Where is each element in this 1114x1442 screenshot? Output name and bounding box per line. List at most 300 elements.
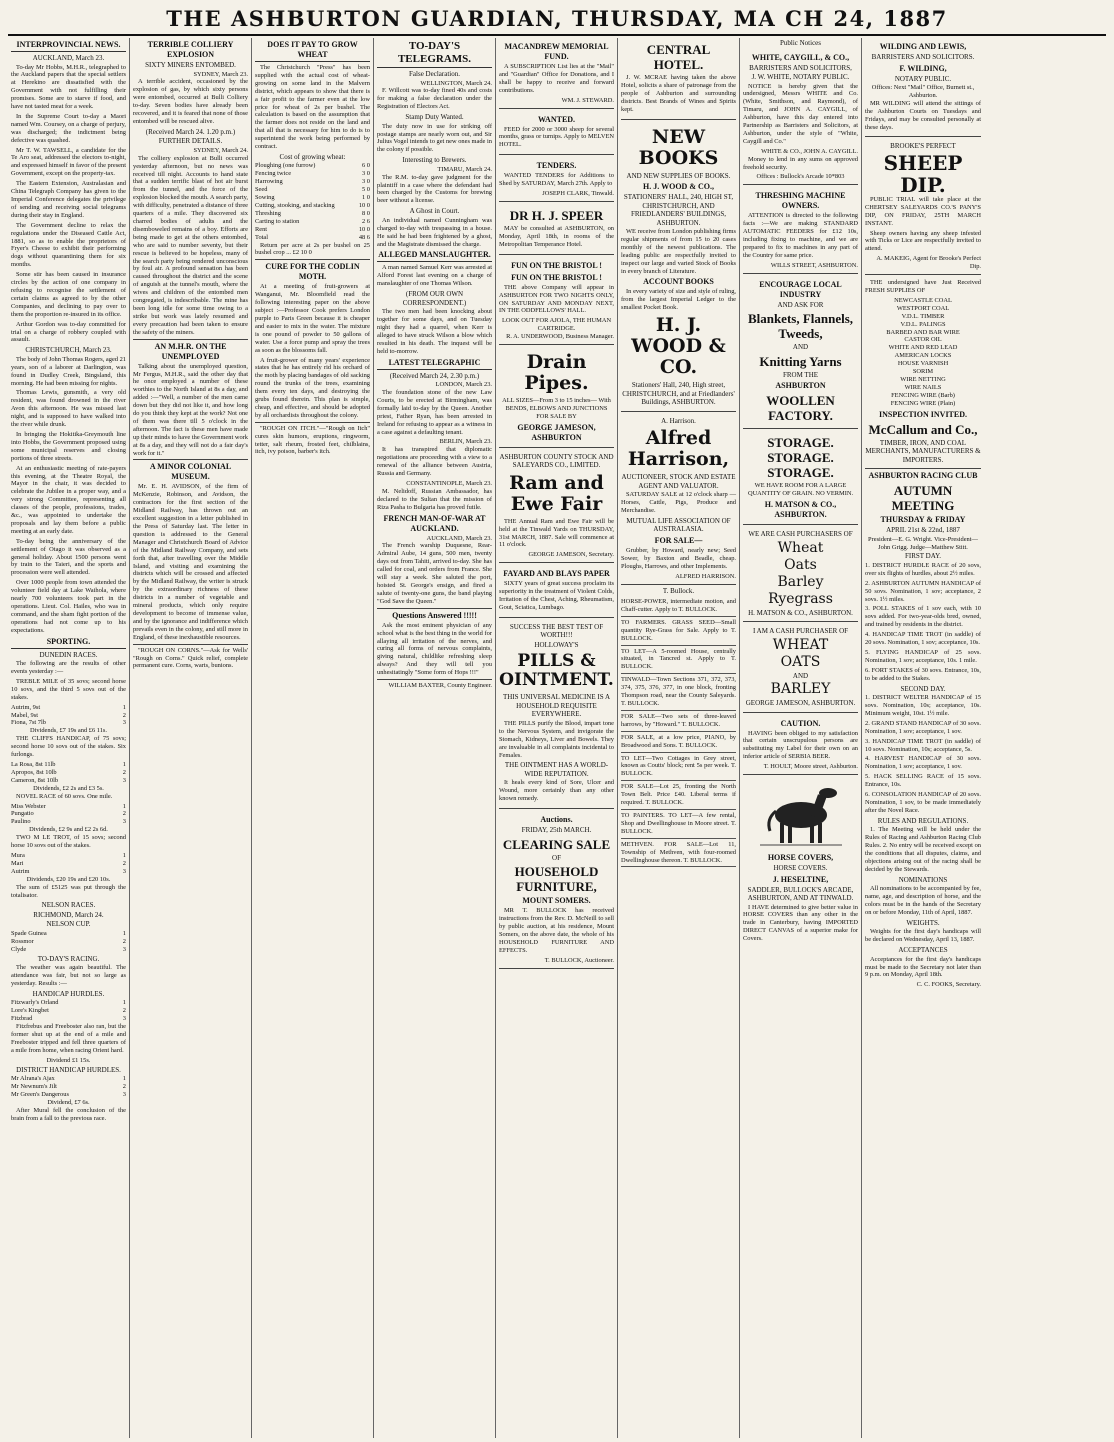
- section-heading: Questions Answered !!!!!: [392, 610, 477, 620]
- ad-text: MAY be consulted at ASHBURTON, on Monday, April 18th, in rooms of the Metropolitan Temperance Hotel.: [499, 224, 614, 248]
- horse-illustration-icon: [756, 779, 846, 849]
- race: [11, 834, 126, 883]
- divider: [255, 259, 370, 260]
- ad-subtitle: HOLLOWAY'S: [534, 640, 579, 649]
- result-place: 2: [122, 1007, 126, 1015]
- result-place: 5 0: [362, 186, 370, 194]
- grain-ryegrass: Ryegrass: [768, 590, 833, 607]
- advertisement: [499, 620, 614, 809]
- race-results: [11, 999, 126, 1023]
- divider: [377, 608, 492, 609]
- subheading: Stamp Duty Wanted.: [405, 113, 464, 122]
- ad-subtitle: THIS UNIVERSAL MEDICINE IS A HOUSEHOLD REQUISITE EVERYWHERE.: [502, 693, 611, 719]
- section-heading: DOES IT PAY TO GROW WHEAT: [255, 40, 370, 62]
- paragraph: To-day being the anniversary of the settlement of Otago it was observed as a general holiday. About 1500 persons went by train to the Taieri, and the sports and procession were well attended.: [11, 537, 126, 577]
- ad-title: AUTUMN MEETING: [891, 483, 955, 514]
- result-name: Carting to station: [255, 217, 300, 225]
- result-row: [11, 1007, 126, 1015]
- ad-subtitle: AND: [792, 343, 809, 352]
- subheading: NELSON CUP.: [46, 920, 91, 929]
- article-body: [133, 155, 248, 337]
- race-event: 6. CONSOLATION HANDICAP of 20 sovs. Nomination, 1 sov, to be made immediately after the Novel Race.: [865, 791, 981, 814]
- ad-subtitle: J. W. WHITE, NOTARY PUBLIC.: [751, 73, 850, 81]
- ad-title: ASHBURTON: [775, 381, 826, 391]
- grain-oats: OATS: [780, 653, 821, 670]
- advertisement: [865, 277, 981, 469]
- ad-subtitle: ASHBURTON COUNTY STOCK AND SALEYARDS CO., LIMITED.: [499, 452, 614, 470]
- result-place: 3: [122, 818, 126, 826]
- result-place: 3: [122, 945, 126, 953]
- event-list: [865, 562, 981, 683]
- ad-text: J. W. MCRAE having taken the above Hotel, solicits a share of patronage from the people of Ashburton and surrounding districts. Best Brands of Wines and Spirits kept.: [621, 74, 736, 113]
- article-body: [133, 483, 248, 641]
- paragraph: The Government decline to relax the regulations under the Diseased Cattle Act, 1881, so as to enable the proprietors of Fryer's Cheese to exhibit their performing dogs without quarantining them for six months.: [11, 221, 126, 269]
- divider: [255, 422, 370, 423]
- ad-text: WE receive from London publishing firms regular shipments of from 15 to 20 cases monthly of the newest publications. The leading public are respectfully invited to inspect our large and varied Stock of Books in every branch of Literature.: [621, 228, 736, 275]
- race-results: [11, 803, 126, 827]
- paragraph: An individual named Cunningham was charged to-day with trespassing in a house. He said he had been frightened by a ghost, and the Magistrate dismissed the charge.: [377, 216, 492, 248]
- result-row: [255, 186, 370, 194]
- advertisement: [865, 139, 981, 275]
- advertisement: [499, 565, 614, 618]
- divider: [133, 644, 248, 645]
- subheading: (FROM OUR OWN CORRESPONDENT.): [402, 290, 467, 307]
- ad-title: McCallum and Co.,: [868, 421, 978, 437]
- race-results: [11, 930, 126, 954]
- ad-title: DR H. J. SPEER: [509, 207, 604, 223]
- paragraph: The foundation stone of the new Law Courts, to be erected at Birmingham, was formally laid to-day by the Queen. Another priest, Father Ryan, has been arrested in Ireland for refusing to appear as a witness in a case against a defaulting tenant.: [377, 388, 492, 436]
- supply-item: V.D.L. PALINGS: [900, 320, 946, 328]
- ad-text: MR WILDING will attend the sittings of the Ashburton Courts on Tuesdays and Fridays, and may be consulted personally at these days.: [865, 99, 981, 131]
- result-place: 1 0: [362, 194, 370, 202]
- ad-title: THURSDAY & FRIDAY: [880, 515, 966, 525]
- ad-title: CENTRAL HOTEL.: [646, 42, 711, 72]
- ad-signature: WM. J. STEWARD.: [561, 96, 614, 104]
- ad-title: Auctions.: [540, 815, 573, 825]
- ad-subtitle: APRIL 21st & 22nd, 1887: [886, 526, 960, 535]
- dateline: SYDNEY, March 24.: [193, 146, 248, 154]
- paragraph: The body of John Thomas Rogers, aged 21 years, son of a laborer at Darlington, was found in Dudley Creek, Bingsland, this morning. He had been missing for nights.: [11, 355, 126, 387]
- ad-title: Ram and Ewe Fair: [509, 471, 604, 515]
- paragraph: A terrible accident, occasioned by the explosion of gas, by which sixty persons were entombed, occurred at Bulli Colliery to-day. Seven bodies have already been recovered, and it is feared that none of those entombed will be rescued alive.: [133, 78, 248, 125]
- section-heading: A MINOR COLONIAL MUSEUM.: [149, 462, 232, 482]
- ad-text: PUBLIC TRIAL will take place at the CHERTSEY SALEYARDS CO.'S PANY'S DIP, ON FRIDAY, 25TH MARCH INSTANT.: [865, 195, 981, 227]
- ad-subtitle: OF: [552, 853, 561, 862]
- result-name: Mari: [11, 859, 24, 867]
- race-name: TWO M LE TROT, of 15 sovs; second horse 10 sovs out of the stakes.: [11, 834, 126, 850]
- paragraph: 1. The Meeting will be held under the Rules of Racing and Ashburton Racing Club Rules. 2. No entry will be received except on the conditions that all disputes, claims, and objections arising out of the racing shall be decided by the Stewards.: [865, 826, 981, 873]
- race: [11, 793, 126, 835]
- paragraph: The following are the results of other events yesterday :—: [11, 660, 126, 676]
- result-row: [11, 761, 126, 769]
- result-name: Cameron, 8st 10lb: [11, 776, 59, 784]
- result-place: 2: [122, 768, 126, 776]
- subheading: WEIGHTS.: [906, 918, 940, 927]
- ad-subtitle: HORSE COVERS.: [773, 864, 828, 873]
- ad-text: THE PILLS purify the Blood, impart tone to the Nervous System, and invigorate the Stomach, Kidneys, Liver and Bowels. They are invaluable in all complaints incidental to Females.: [499, 719, 614, 759]
- result-place: 3 0: [362, 170, 370, 178]
- dividend: Dividends, £20 19s and £20 10s.: [26, 875, 111, 883]
- ad-subtitle: THE OINTMENT HAS A WORLD-WIDE REPUTATION.: [504, 761, 609, 778]
- ad-text: President—E. G. Wright. Vice-President—John Grigg. Judge—Matthew Stitt.: [868, 535, 978, 551]
- listing-item: TINWALD—Town Sections 371, 372, 373, 374, 375, 376, 377, in one block, fronting Thompson road, near the County Saleyards. T. BULLOCK.: [621, 674, 736, 711]
- paragraph: Talking about the unemployed question, Mr Fergus, M.H.R., said the other day that he once employed a number of these worthies to the North Island at 8s a day, and added :—"Well, a number of the men came down but they did not like it, and how long do you think they kept at the work? Not one of them was there till 5 o'clock in the afternoon. The fact is these men have made up their minds to have the Government work at 8s a day, and they will not do a fair day's work for it.": [133, 362, 248, 457]
- subheading: RULES AND REGULATIONS.: [877, 816, 969, 825]
- advertisement: [621, 38, 736, 120]
- result-name: Fencing twice: [255, 170, 292, 178]
- paragraph: The Christchurch "Press" has been supplied with the actual cost of wheat-growing on some land in the Malvern district, which appears to show that there is a fair profit to the farmer even at the low price for wheat of 2s per bushel. The calculation is based on the assumption that the farmer does not reside on the land and that all that is necessary for him to do is to superintend the work being performed by contract.: [255, 64, 370, 151]
- ad-text: Sheep owners having any sheep infested with Ticks or Lice are respectfully invited to attend.: [865, 229, 981, 253]
- result-row: [11, 777, 126, 785]
- column-2: [130, 38, 252, 1438]
- dateline: AUCKLAND, March 23.: [426, 534, 492, 542]
- race-event: 5. HACK SELLING RACE of 15 sovs. Entrance, 10s.: [865, 773, 981, 789]
- ad-subtitle: STATIONERS' HALL, 240, HIGH ST, CHRISTCHURCH, AND FRIEDLANDERS' BUILDINGS, ASHBURTON.: [623, 193, 734, 227]
- ad-subtitle: AND NEW SUPPLIES OF BOOKS.: [626, 171, 731, 180]
- advertisement: [743, 276, 858, 430]
- listing-item: FOR SALE—Lot 25, fronting the North Town Belt. Price £40. Liberal terms if required. T. BULLOCK.: [621, 781, 736, 810]
- ad-title: Knitting Yarns: [759, 353, 842, 369]
- ad-subtitle: MUTUAL LIFE ASSOCIATION OF AUSTRALASIA.: [626, 516, 731, 534]
- ad-subtitle: WE ARE CASH PURCHASERS OF: [748, 530, 853, 539]
- cost-table: [255, 162, 370, 233]
- supply-item: WIRE NETTING: [900, 375, 946, 383]
- article-body: [11, 356, 126, 635]
- result-name: Mura: [11, 851, 25, 859]
- subheading: FIRST DAY.: [904, 552, 942, 561]
- result-name: Paulino: [11, 818, 31, 826]
- paragraph: Some stir has been caused in insurance circles by the action of one company in refusing to recognise the settlement of certain claims as agreed to by the other Companies, and declining to pay over to them the proportion re-insured in its office.: [11, 271, 126, 318]
- result-place: 3: [122, 1090, 126, 1098]
- paragraph: Arthur Gordon was to-day committed for trial on a charge of robbery coupled with assault.: [11, 320, 126, 344]
- ad-title: THRESHING MACHINE OWNERS.: [755, 191, 846, 211]
- ad-text: Money to lend in any sums on approved freehold security.: [743, 155, 858, 171]
- supply-item: WIRE NAILS: [904, 383, 942, 391]
- dividend: Dividends, £2 9s and £2 2s 6d.: [29, 826, 108, 834]
- total-value: 48 6: [358, 233, 370, 241]
- subheading: TO-DAY'S RACING.: [37, 954, 100, 963]
- race-event: 1. DISTRICT WELTER HANDICAP of 15 sovs. Nomination, 10s; acceptance, 10s. Minimum weight, 10st. 1½ mile.: [865, 694, 981, 717]
- advertisement: [743, 431, 858, 525]
- subheading: NELSON RACES.: [41, 901, 96, 910]
- event-list: [865, 694, 981, 815]
- ad-text: ALL SIZES—From 3 to 15 inches— With BENDS, ELBOWS AND JUNCTIONS FOR SALE BY: [502, 397, 611, 420]
- columns: [8, 38, 1106, 1438]
- race-results: [11, 1075, 126, 1099]
- grain-wheat: WHEAT: [772, 636, 829, 653]
- masthead-title: THE ASHBURTON GUARDIAN, THURSDAY, MA CH 24, 1887: [166, 6, 948, 31]
- result-name: Mabel, 9st: [11, 711, 38, 719]
- signature: WILLIAM BAXTER, County Engineer.: [388, 682, 492, 690]
- result-row: [11, 938, 126, 946]
- result-row: [11, 1091, 126, 1099]
- paragraph: The two men had been knocking about together for some days, and on Tuesday night they had a quarrel, when Kerr is alleged to have struck Wilson a blow which resulted in his death. The inquest will be held to-morrow.: [377, 308, 492, 355]
- paragraph: The colliery explosion at Bulli occurred yesterday afternoon, but no news was received till night. Accounts to hand state that a sudden terrific blast of hot air burst from the tunnel, and the force of the explosion blocked the mouth. A search party, with difficulty, penetrated a distance of three quarters of a mile. They discovered six charred bodies of adults and the disemboweled remains of a boy. Efforts are being made to get at the others entombed, who are said to number seventy, but their rescue is believed to be hopeless, many of the search party being rendered unconscious by foul air. A profound sensation has been caused throughout the district and the scene of anguish at the tunnel's mouth, where the wives and children of the entombed men congregated, is indescribable. The mine has been long idle for some time owing to a strike but work was lately resumed and every precaution had been taken to ensure the safety of the miners.: [133, 154, 248, 336]
- dateline: SYDNEY, March 23.: [193, 70, 248, 78]
- ad-signature: C. C. FOOKS, Secretary.: [916, 981, 981, 989]
- result-row: [255, 202, 370, 210]
- race-event: 4. HARVEST HANDICAP of 30 sovs. Nomination, 1 sov; acceptance, 1 sov.: [865, 755, 981, 771]
- result-row: [11, 1075, 126, 1083]
- ad-signature: GEORGE JAMESON, ASHBURTON.: [745, 699, 856, 708]
- subheading: NOMINATIONS: [898, 875, 948, 884]
- race-event: 1. DISTRICT HURDLE RACE of 20 sovs, over six flights of hurdles, about 2½ miles.: [865, 561, 981, 577]
- ad-text: FEED for 2000 or 3000 sheep for several months, grass or turnips. Apply to MELVEN HOTEL.: [499, 125, 614, 149]
- total-label: Total: [255, 233, 269, 241]
- ad-text: THE undersigned have Just Received FRESH SUPPLIES OF: [865, 279, 981, 294]
- section-heading: SPORTING.: [11, 637, 126, 649]
- advertisement: [499, 811, 614, 968]
- article-body: [255, 283, 370, 419]
- dividend: Dividend £1 15s.: [46, 1056, 91, 1064]
- result-name: Clyde: [11, 945, 27, 953]
- paragraph: F. Willcott was to-day fined 40s and costs for making a false declaration under the Registration of Electors Act.: [377, 87, 492, 111]
- ad-signature: ALFRED HARRISON.: [675, 572, 736, 580]
- ad-text: Offices: Next "Mail" Office, Burnett st., Ashburton.: [871, 84, 975, 99]
- result-place: 10 0: [358, 225, 370, 233]
- subheading: A Ghost in Court.: [409, 207, 460, 216]
- race-results: [11, 704, 126, 728]
- ad-signature: H. MATSON & CO., ASHBURTON.: [764, 500, 837, 520]
- paragraph: In the Supreme Court to-day a Maori named Wm. Coursey, on a charge of perjury, was discharged; the indictment being defective was quashed.: [11, 112, 126, 144]
- paragraph: Mr T. W. TAWSELL, a candidate for the Te Aro seat, addressed the electors to-night, and expressed himself in favor of the present Government, except on the property-tax.: [11, 146, 126, 178]
- dateline: AUCKLAND, March 23.: [32, 54, 105, 62]
- grain-barley: Barley: [777, 573, 824, 590]
- result-name: Apropos, 8st 10lb: [11, 768, 57, 776]
- result-place: 2: [122, 1083, 126, 1090]
- ad-title: WOOLLEN FACTORY.: [766, 393, 835, 424]
- result-row: [11, 1015, 126, 1023]
- race-event: 3. POLL STAKES of 1 sov each, with 10 sovs added. For two-year-olds bred, owned, and trained by residents in the district.: [865, 605, 981, 629]
- result-row: [255, 178, 370, 186]
- result-row: [11, 803, 126, 811]
- advertisement: [743, 49, 858, 186]
- result-place: 1: [122, 761, 126, 768]
- paragraph: In bringing the Hokitika-Greymouth line into Hobbs, the Government proposed using some municipal reserves and closing portions of three streets.: [11, 430, 126, 462]
- paragraph: Fitzfrebus and Freeboster also ran, but the former shut up at the end of a mile and Freeboster tripped and fell three quarters of a mile from home, when racing Orient hard.: [11, 1023, 126, 1054]
- listing-item: METHVEN. FOR SALE—Lot 11, Township of Methven, with four-roomed Dwellinghouse thereon. T. BULLOCK.: [621, 839, 736, 868]
- result-row: [11, 712, 126, 720]
- result-place: 3: [122, 719, 126, 727]
- subheading: SECOND DAY.: [900, 684, 946, 693]
- listing-item: TO LET—A 5-roomed House, centrally situated, in Tancred st. Apply to T. BULLOCK.: [621, 646, 736, 675]
- ad-text: WANTED TENDERS for Additions to Shed by SATURDAY, March 27th. Apply to: [499, 172, 614, 188]
- result-name: Mr Alrana's Ajax: [11, 1075, 55, 1083]
- ad-title: HOUSEHOLD FURNITURE,: [514, 864, 599, 895]
- dateline: LONDON, March 23.: [435, 381, 492, 389]
- result-row: [11, 946, 126, 954]
- result-place: 1: [122, 851, 126, 859]
- race-event: 2. GRAND STAND HANDICAP of 30 sovs. Nomination, 1 sov; acceptance, 1 sov.: [865, 719, 981, 735]
- ad-title: NEW BOOKS: [638, 125, 719, 169]
- section-heading: LATEST TELEGRAPHIC: [377, 358, 492, 370]
- paragraph: Mr. E. H. AVIDSON, of the firm of McKenzie, Robinson, and Avidson, the contractors for the first section of the Midland Railway, has thrown out an excellent suggestion in a letter published in the Press of Saturday last. The letter in question is addressed to the General Manager and Christchurch Board of Advice of the Midland Railway Company, and sets forth that, after travelling over the Middle Island, and visiting and examining the districts which will be crossed and affected by the Midland Railway, the writer is struck by the extraordinary richness of these districts in a number of vegetable and mineral products, which only require development to become of immense value, and by the ignorance and indifference which prevails even in the colony, and still more in England, of these inexhaustible resources.: [133, 483, 248, 641]
- ad-subtitle: SADDLER, BULLOCK'S ARCADE, ASHBURTON, AND AT TINWALD.: [747, 885, 854, 903]
- ad-signature: WHITE & CO., JOHN A. CAYGILL.: [761, 147, 858, 155]
- result-row: [11, 999, 126, 1007]
- ad-title: ENCOURAGE LOCAL INDUSTRY: [759, 279, 842, 299]
- subheading: DUNEDIN RACES.: [39, 650, 98, 659]
- ad-text: A SUBSCRIPTION List lies at the "Mail" and "Guardian" Office for Donations, and I shall be happy to receive and forward contributions.: [499, 63, 614, 94]
- dateline: CONSTANTINOPLE, March 23.: [406, 479, 492, 487]
- race-results: [11, 678, 126, 884]
- advertisement: [499, 111, 614, 156]
- article-body: [255, 64, 370, 151]
- result-row: [255, 226, 370, 234]
- supplies-list: [865, 297, 981, 408]
- advertisement: [499, 347, 614, 448]
- ad-title: Drain Pipes.: [524, 351, 589, 395]
- race-name: THE CLIFFS HANDICAP, of 75 sovs; second horse 10 sovs out of the stakes. Six furlongs.: [11, 735, 126, 759]
- result-name: Pungatio: [11, 810, 34, 818]
- column-7: [740, 38, 862, 1438]
- received-note: (Received March 24. 1.20 p.m.): [145, 127, 236, 136]
- result-row: [255, 170, 370, 178]
- dateline: CHRISTCHURCH, March 23.: [25, 346, 112, 355]
- result-name: Rent: [255, 225, 268, 233]
- paragraph: Return per acre at 2s per bushel on 25 bushel crop ... £2 10 0: [255, 241, 370, 257]
- ad-title: WANTED.: [537, 114, 576, 124]
- grain-wheat: Wheat: [777, 539, 824, 556]
- ad-subtitle: FROM THE: [782, 370, 819, 379]
- ad-title: H. J. WOOD & CO.: [631, 314, 726, 379]
- subheading: Interesting to Brewers.: [402, 156, 467, 165]
- ad-title: STORAGE. STORAGE. STORAGE.: [767, 435, 834, 481]
- section-heading: TERRIBLE COLLIERY EXPLOSION: [147, 40, 234, 59]
- column-1: [8, 38, 130, 1438]
- race: [11, 735, 126, 792]
- paragraph: The French warship Duquesne, Rear-Admiral Aube, 14 guns, 500 men, twenty days out from Tahiti, arrived to-day. She has called for coal, and orders from France. She will stay a week. She saluted the port, hoisted St. George's ensign, and fired a salute of twenty-one guns, the band playing "God Save the Queen.": [377, 542, 492, 605]
- supply-item: BARBED AND BAR WIRE: [886, 328, 960, 336]
- ad-text: It heals every kind of Sore, Ulcer and Wound, more certainly than any other known remedy.: [499, 779, 614, 803]
- result-row: [11, 818, 126, 826]
- ad-title: SHEEP DIP.: [883, 150, 963, 197]
- grain-barley: BARLEY: [770, 681, 831, 698]
- ad-title: J. HESELTINE,: [772, 874, 829, 884]
- ad-title: FAYARD AND BLAYS PAPER: [503, 569, 610, 579]
- ad-subtitle: A. Harrison.: [661, 416, 696, 425]
- subheading: False Declaration.: [409, 70, 460, 78]
- paragraph: A fruit-grower of many years' experience states that he has entirely rid his orchard of the moth by placing bandages of old sacking round the trunks of the trees, examining them every ten days, and destroying the grubs found therein. This plan is simple, cheap, and effective, and should be adopted by all orchardists throughout the colony.: [255, 356, 370, 419]
- ad-subtitle: SUCCESS THE BEST TEST OF WORTH!!!: [509, 622, 604, 640]
- advertisement: [499, 450, 614, 564]
- result-place: 2 6: [362, 217, 370, 225]
- ad-text: NOTICE is hereby given that the undersigned, Messrs WHITE and Co. (White, Smithson, and Raymond), of Timaru, and JOHN A. CAYGILL, of Ashburton, have this day entered into Partnership as Barristers and Solicitors, at Ashburton, under the style of "White, Caygill and Co.": [743, 82, 858, 145]
- result-name: Mr Newnum's Jilt: [11, 1083, 57, 1090]
- subheading: HANDICAP HURDLES.: [32, 989, 105, 998]
- result-place: 3: [122, 867, 126, 875]
- ad-title: Blankets, Flannels, Tweeds,: [747, 311, 854, 342]
- listing-item: TO LET—Two Cottages in Grey street, known as Coutts' block; rent 5s per week. T. BULLOCK.: [621, 753, 736, 782]
- paragraph: To-day Mr Hobbs, M.H.R., telegraphed to the Auckland papers that the special settlers at Herekino are dissatisfied with the Government with not fulfilling their promises. Some are to starve if food, and have not tasted meat for a week.: [11, 63, 126, 111]
- result-place: 1: [122, 999, 126, 1007]
- supply-item: FENCING WIRE (Barb): [891, 391, 955, 399]
- paragraph: After Mural fell the conclusion of the brain from a fall to the previous race.: [11, 1106, 126, 1122]
- divider: [133, 339, 248, 340]
- paragraph: The R.M. to-day gave judgment for the plaintiff in a case where the defendant had been charged by the Customs for brewing beer without a license.: [377, 173, 492, 205]
- section-heading: INTERPROVINCIAL NEWS.: [11, 40, 126, 52]
- dateline: RICHMOND, March 24.: [33, 910, 104, 919]
- ad-text: MR T. BULLOCK has received instructions from the Rev. D. McNeill to sell by public auction, at his residence, Mount Somers, on the above date, the whole of his HOUSEHOLD FURNITURE AND EFFECTS.: [499, 907, 614, 954]
- column-8: [862, 38, 984, 1438]
- subheading: DISTRICT HANDICAP HURDLES.: [16, 1065, 121, 1074]
- ad-title: Alfred Harrison,: [627, 427, 730, 471]
- paragraph: At a meeting of fruit-growers at Wanganui, Mr. Bloomfield read the following interesting paper on the above subject :—Professor Cook prefers London purple to Paris Green because it is cheaper and easier to mix in the water. The mixture is one pound of powder to 50 gallons of water. Use a force pump and spray the trees as soon as the blossoms fall.: [255, 283, 370, 354]
- dividend: Dividends, £7 19s and £6 11s.: [30, 727, 107, 735]
- result-name: Autrim, 9st: [11, 703, 41, 711]
- paragraph: M. Nelidoff, Russian Ambassador, has declared to the Sultan that the mission of Riza Pasha to Bulgaria has proved futile.: [377, 487, 492, 511]
- paragraph: Over 1000 people from town attended the volunteer field day at Lake Waihola, where nearly 700 volunteers took part in the operations. Lieut. Col. Hailes, who was in command, and the sham fight portion of the operations had not come up to his expectations.: [11, 579, 126, 634]
- listing-item: FOR SALE, at a low price, PIANO, by Broadwood and Sons. T. BULLOCK.: [621, 732, 736, 753]
- ad-subtitle: BARRISTERS AND SOLICITORS,: [749, 63, 852, 72]
- ad-title: MOUNT SOMERS.: [522, 896, 591, 906]
- section-heading: CURE FOR THE CODLIN MOTH.: [265, 262, 360, 282]
- result-place: 2: [122, 810, 126, 818]
- dividend: Dividends, £2 2s and £3 5s.: [33, 784, 104, 792]
- result-name: Sowing: [255, 194, 275, 202]
- ad-text: Grubber, by Howard, nearly new; Seed Sower, by Baxton and Beadle, cheap. Ploughs, Harrows, and other Implements.: [621, 546, 736, 570]
- masthead-rule: [8, 34, 1106, 36]
- result-place: 3: [122, 1015, 126, 1023]
- result-name: Fitzwarly's Orland: [11, 999, 59, 1007]
- result-name: Rossmor: [11, 937, 34, 945]
- result-name: Mr Green's Dangerous: [11, 1090, 69, 1098]
- ad-title: HORSE COVERS,: [767, 853, 834, 863]
- ad-text: LOOK OUT FOR AJOLA, THE HUMAN CARTRIDGE.: [501, 317, 612, 333]
- result-name: Autrim: [11, 867, 30, 875]
- dateline: WELLINGTON, March 24.: [420, 79, 492, 87]
- ad-subtitle: INSPECTION INVITED.: [878, 409, 968, 419]
- ad-title: ACCOUNT BOOKS: [643, 277, 714, 287]
- listing-item: FOR SALE—Two sets of three-leaved harrows, by "Howard." T. BULLOCK.: [621, 711, 736, 732]
- paragraph: At an enthusiastic meeting of rate-payers this evening, at the Theatre Royal, the Mayor in the chair, it was decided to celebrate the Jubilee in a proper way, and a very strong Committee, representing all classes of the people, professions, trades, &c., was appointed to undertake the proposals and lay them before a public meeting at an early date.: [11, 464, 126, 535]
- result-row: [255, 210, 370, 218]
- advertisement: [621, 414, 736, 585]
- advertisement: [743, 715, 858, 776]
- result-row: [255, 162, 370, 170]
- paragraph: Weights for the first day's handicaps will be declared on Wednesday, April 13, 1887.: [865, 928, 981, 944]
- column-4: [374, 38, 496, 1438]
- ad-signature: JOSEPH CLARK, Tinwald.: [542, 190, 614, 198]
- paragraph: Acceptances for the first day's handicaps must be made to the Secretary not later than 9 p.m. on Monday, April 18th.: [865, 955, 981, 979]
- column-5: [496, 38, 618, 1438]
- advertisement: [621, 122, 736, 412]
- result-place: 1: [122, 929, 126, 937]
- ad-subtitle: T. Bullock.: [662, 586, 695, 595]
- ad-text: I HAVE determined to give better value in HORSE COVERS than any other in the trade in Canterbury, having IMPORTED DIRECT CANVAS of a superior make for Covers.: [743, 903, 858, 943]
- paragraph: The Eastern Extension, Australasian and China Telegraph Company has given to the Imperial Conference delegates the privilege of sending and receiving social telegrams during their stay in England.: [11, 180, 126, 219]
- listing-item: TO PAINTERS. TO LET—A few rental, Shop and Dwellinghouse in Moore street. T. BULLOCK.: [621, 810, 736, 839]
- received-note: (Received March 24, 2.30 p.m.): [389, 371, 480, 380]
- divider: [133, 459, 248, 460]
- ad-text: In every variety of size and style of ruling, from the largest Imperial Ledger to the smallest Pocket Book.: [621, 288, 736, 312]
- paragraph: Ask the most eminent physician of any school what is the best thing in the world for allaying all irritation of the nerves, and curing all forms of nervous complaints, giving natural, childlike refreshing sleep always? And they will tell you unhesitatingly "Some form of Hops !!!": [377, 621, 492, 677]
- ad-subtitle: BARRISTERS AND SOLICITORS.: [871, 53, 975, 61]
- supply-item: SORIM: [912, 368, 934, 376]
- result-place: 10 0: [358, 202, 370, 209]
- divider: [377, 679, 492, 680]
- ad-text: ATTENTION is directed to the following facts :—We are making STANDARD AUTOMATIC FEEDERS for £12 10s, including fixing to machine, and we are prepared to fix to machines in any part of the Country for same price.: [743, 212, 858, 259]
- ad-title: PILLS & OINTMENT.: [499, 651, 614, 691]
- result-row: [255, 218, 370, 226]
- article-body: [133, 363, 248, 458]
- ad-signature: WILLS STREET, ASHBURTON.: [770, 261, 858, 269]
- subheading: SIXTY MINERS ENTOMBED.: [145, 61, 236, 69]
- result-place: 8 0: [362, 209, 370, 217]
- result-place: 1: [122, 1075, 126, 1083]
- result-name: Spade Guinea: [11, 929, 47, 937]
- subheading: ACCEPTANCES: [898, 946, 948, 955]
